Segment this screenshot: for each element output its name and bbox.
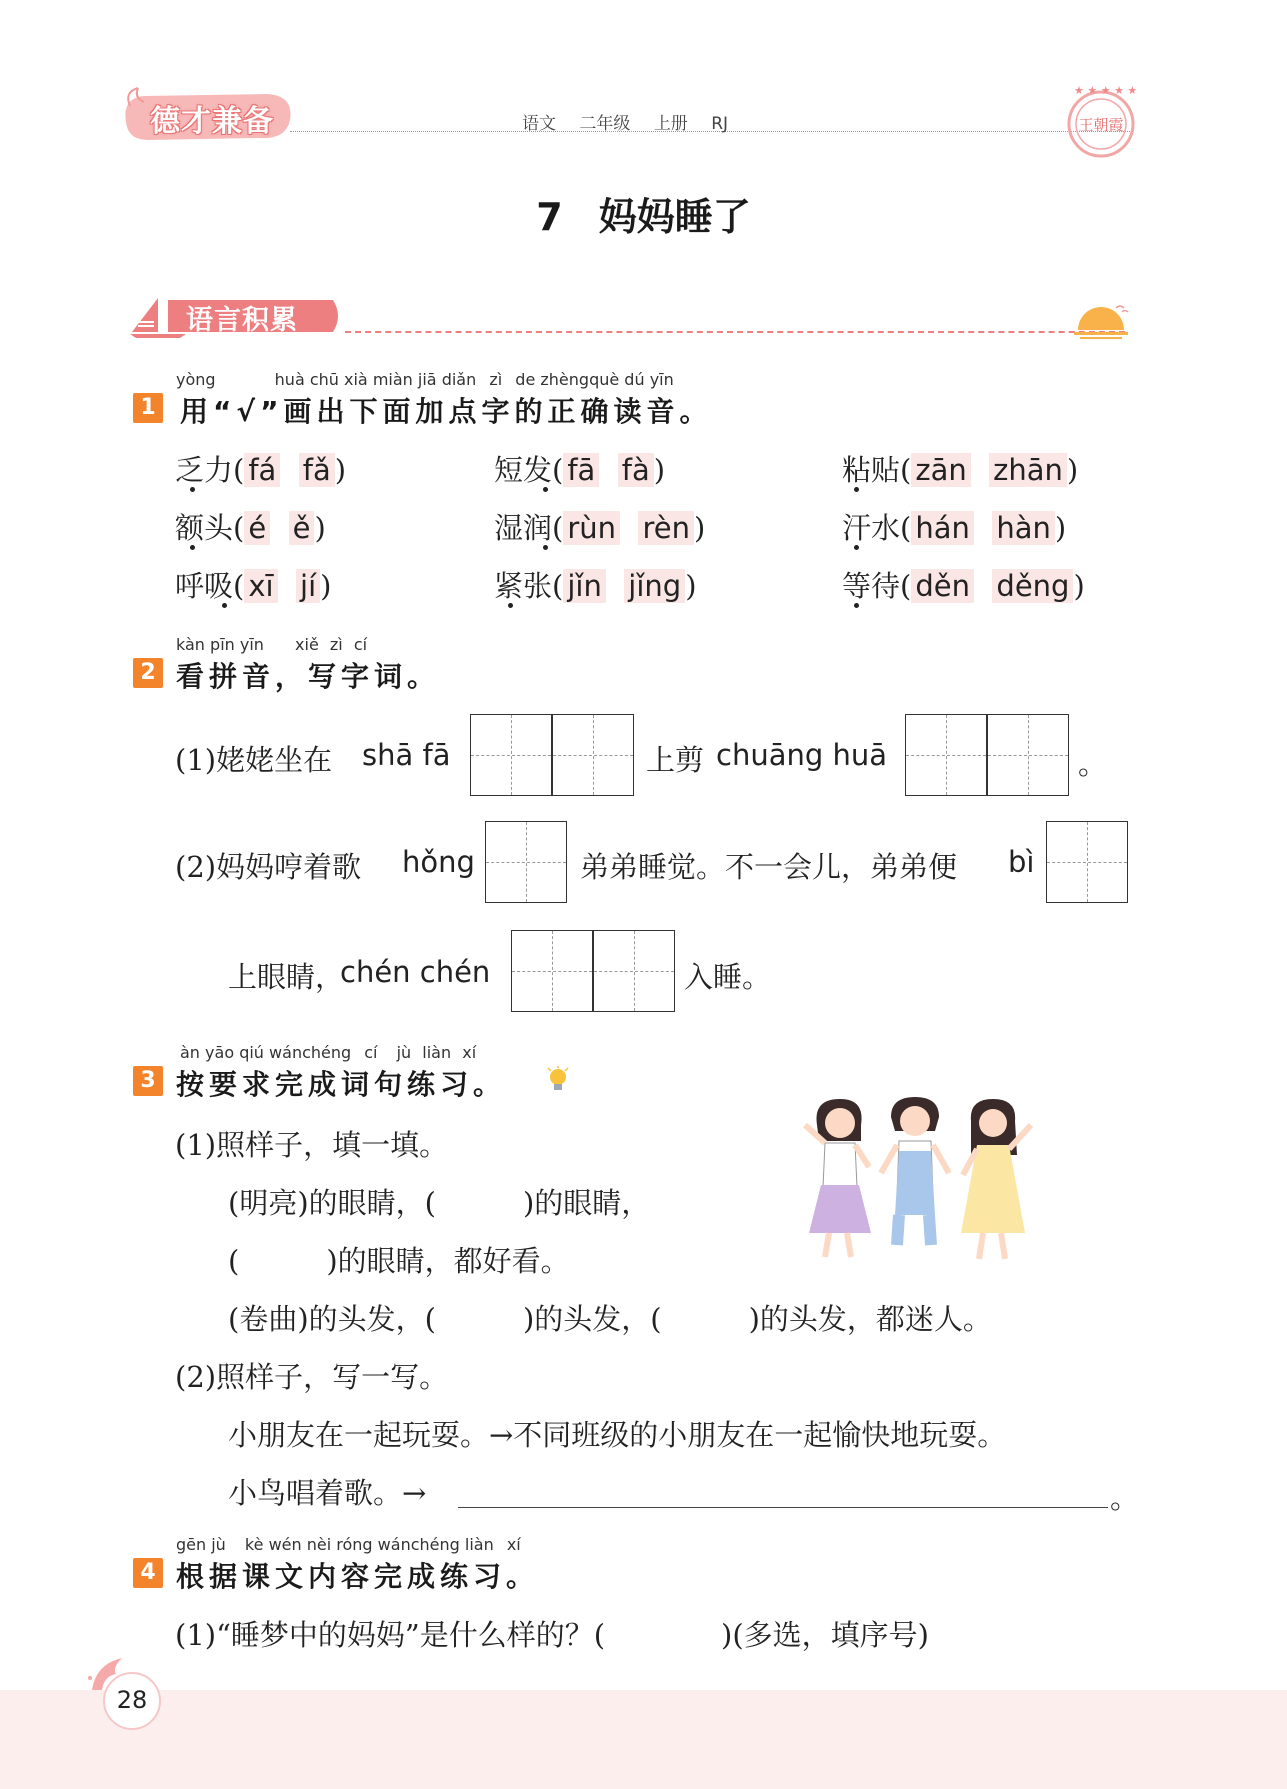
lesson-title [0,186,1287,241]
question-4-prompt: 根据课文内容完成练习。 [176,1560,540,1593]
q3-fill-line-2: ( )的眼睛，都好看。 [228,1244,570,1278]
pinyin-syllable: liàn [422,1043,452,1062]
q2-line2-pinyin: hǒng [402,845,475,879]
q2-line3-pinyin: chén chén [340,955,491,989]
answer-blank-line[interactable] [458,1507,1108,1508]
q3-sub1-label: (1)照样子，填一填。 [175,1128,449,1162]
pinyin-syllable: miàn [372,370,413,389]
edition-label: RJ [711,114,729,134]
q1-pinyin-annotation [176,370,674,389]
word: 紧张 [494,569,553,603]
q2-line2-text: 弟弟睡觉。不一会儿，弟弟便 [580,850,958,884]
q2-line3-text: 上眼睛， [228,960,345,994]
q2-line3-text: 入睡。 [684,960,772,994]
pinyin-option-b[interactable]: hàn [992,511,1055,545]
pinyin-syllable: chéng [410,1535,460,1554]
pinyin-syllable: liàn [464,1535,494,1554]
emphasis-dot [543,487,548,492]
pinyin-syllable: xí [462,1043,477,1062]
pinyin-option-a[interactable]: fā [563,453,599,487]
word: 等待 [842,569,901,603]
q3-pinyin-annotation [180,1043,476,1062]
writing-grid-box[interactable] [905,714,987,796]
pinyin-syllable: chéng [302,1043,352,1062]
pinyin-option-a[interactable]: zān [911,453,970,487]
pinyin-option-b[interactable]: jǐng [624,569,685,603]
emphasis-dot [543,545,548,550]
q3-fill-line-3: (卷曲)的头发，( )的头发，( )的头发，都迷人。 [228,1302,992,1336]
word: 湿润 [494,511,553,545]
pinyin-syllable: kè [244,1535,264,1554]
pinyin-syllable: yòng [176,370,216,389]
q3-sub2-label: (2)照样子，写一写。 [175,1360,449,1394]
pinyin-syllable: róng [336,1535,373,1554]
pinyin-option-b[interactable]: fà [618,453,654,487]
lesson-name: 妈妈睡了 [598,195,751,239]
emphasis-dot [854,603,859,608]
pinyin-syllable: qiú [239,1043,264,1062]
word: 粘贴 [842,453,901,487]
q2-line1-end: 。 [1078,747,1108,781]
q2-line1-pinyin: chuāng huā [716,738,888,772]
sunset-icon [1070,302,1132,342]
word: 短发 [494,453,553,487]
pinyin-syllable: àn [180,1043,200,1062]
emphasis-dot [854,545,859,550]
brand-name: 德才兼备 [150,104,274,139]
question-number-badge: 1 [133,393,163,423]
page-number: 28 [116,1686,148,1714]
footer-band [0,1690,1287,1789]
word: 额头 [175,511,234,545]
pinyin-syllable: jù [396,1043,412,1062]
question-number-badge: 4 [133,1558,163,1588]
pinyin-option-b[interactable]: zhān [989,453,1067,487]
emphasis-dot [190,545,195,550]
question-1-prompt: 用“√”画出下面加点字的正确读音。 [180,395,713,428]
lightbulb-hint-icon [546,1066,570,1096]
pinyin-syllable: jiā [417,370,437,389]
pinyin-option-a[interactable]: xī [244,569,277,603]
pinyin-option-b[interactable]: fǎ [299,453,335,487]
word: 乏力 [175,453,234,487]
author-seal-stamp [1062,80,1140,160]
pinyin-syllable: nèi [306,1535,332,1554]
pinyin-syllable: chū [309,370,339,389]
q1-item-5: 湿润( rùn rèn ) [494,511,706,545]
pinyin-syllable: xiě [295,635,319,654]
pinyin-option-b[interactable]: jí [296,569,320,603]
writing-grid-box[interactable] [485,821,567,903]
q1-item-6: 汗水( hán hàn ) [842,511,1067,545]
pinyin-syllable: diǎn [441,370,477,389]
pinyin-syllable: què [589,370,620,389]
pinyin-option-b[interactable]: rèn [638,511,694,545]
emphasis-dot [190,487,195,492]
writing-grid-box[interactable] [552,714,634,796]
q3-example-sentence: 小朋友在一起玩耍。→不同班级的小朋友在一起愉快地玩耍。 [228,1418,1007,1452]
emphasis-dot [854,487,859,492]
word: 呼吸 [175,569,234,603]
writing-grid-box[interactable] [511,930,593,1012]
lesson-number: 7 [536,195,563,239]
question-2-prompt: 看拼音，写字词。 [176,660,441,693]
pinyin-syllable: yīn [239,635,264,654]
q1-item-9: 等待( děn děng ) [842,569,1085,603]
q1-item-2: 短发( fā fà ) [494,453,666,487]
q2-line1-text: 上剪 [646,743,705,777]
q3-question-end: 。 [1110,1481,1140,1515]
question-3-prompt: 按要求完成词句练习。 [176,1068,507,1101]
pinyin-syllable: cí [364,1043,378,1062]
three-girls-illustration [795,1095,1040,1270]
pinyin-option-a[interactable]: hán [911,511,974,545]
q2-line1-pinyin: shā fā [362,738,451,772]
q3-fill-line-1: (明亮)的眼睛，( )的眼睛， [228,1186,651,1220]
pinyin-syllable: xià [344,370,368,389]
pinyin-syllable: wán [269,1043,303,1062]
pinyin-syllable: pīn [210,635,235,654]
writing-grid-box[interactable] [593,930,675,1012]
pinyin-syllable: kàn [176,635,205,654]
header-course-info [522,109,746,134]
word: 汗水 [842,511,901,545]
pinyin-syllable: yīn [649,370,674,389]
grade-label: 二年级 [579,114,631,134]
q1-item-3: 粘贴( zān zhān ) [842,453,1079,487]
q4-sub1-text: (1)“睡梦中的妈妈”是什么样的？( )(多选，填序号) [175,1618,929,1652]
q3-question-sentence: 小鸟唱着歌。→ [228,1476,427,1510]
q1-item-4: 额头( é ě ) [175,511,326,545]
q1-item-1: 乏力( fá fǎ ) [175,453,347,487]
question-number-badge: 2 [133,658,163,688]
emphasis-dot [508,603,513,608]
pinyin-syllable: de [515,370,536,389]
pinyin-syllable: jù [211,1535,226,1554]
svg-text:★ ★ ★ ★ ★: ★ ★ ★ ★ ★ [1074,84,1138,97]
pinyin-syllable: cí [353,635,368,654]
pinyin-syllable: yāo [205,1043,235,1062]
pinyin-syllable: zì [329,635,343,654]
emphasis-dot [222,603,227,608]
pinyin-option-b[interactable]: děng [992,569,1073,603]
pinyin-option-a[interactable]: fá [244,453,280,487]
section-title: 语言积累 [186,305,298,336]
volume-label: 上册 [653,114,688,134]
q4-pinyin-annotation [176,1535,521,1554]
q2-line1-text: (1)姥姥坐在 [175,743,333,777]
pinyin-option-a[interactable]: jǐn [563,569,606,603]
pinyin-syllable: dú [624,370,645,389]
pinyin-syllable: gēn [176,1535,207,1554]
pinyin-syllable: wén [268,1535,302,1554]
q2-line2-text: (2)妈妈哼着歌 [175,850,362,884]
q1-item-8: 紧张( jǐn jǐng ) [494,569,697,603]
writing-grid-box[interactable] [1046,821,1128,903]
writing-grid-box[interactable] [470,714,552,796]
subject-label: 语文 [522,114,556,134]
writing-grid-box[interactable] [987,714,1069,796]
pinyin-syllable: zì [489,370,503,389]
q2-line2-pinyin: bì [1008,845,1035,879]
question-number-badge: 3 [133,1066,163,1096]
section-divider [345,331,1125,333]
svg-text:王朝霞: 王朝霞 [1078,116,1124,134]
pinyin-option-a[interactable]: děn [911,569,974,603]
pinyin-option-b[interactable]: ě [289,511,315,545]
q2-pinyin-annotation [176,635,367,654]
pinyin-option-a[interactable]: rùn [563,511,620,545]
pinyin-syllable: wán [377,1535,411,1554]
q1-item-7: 呼吸( xī jí ) [175,569,332,603]
pinyin-option-a[interactable]: é [244,511,270,545]
pinyin-syllable: huà [274,370,305,389]
pinyin-syllable: xí [506,1535,521,1554]
pinyin-syllable: zhèng [540,370,590,389]
